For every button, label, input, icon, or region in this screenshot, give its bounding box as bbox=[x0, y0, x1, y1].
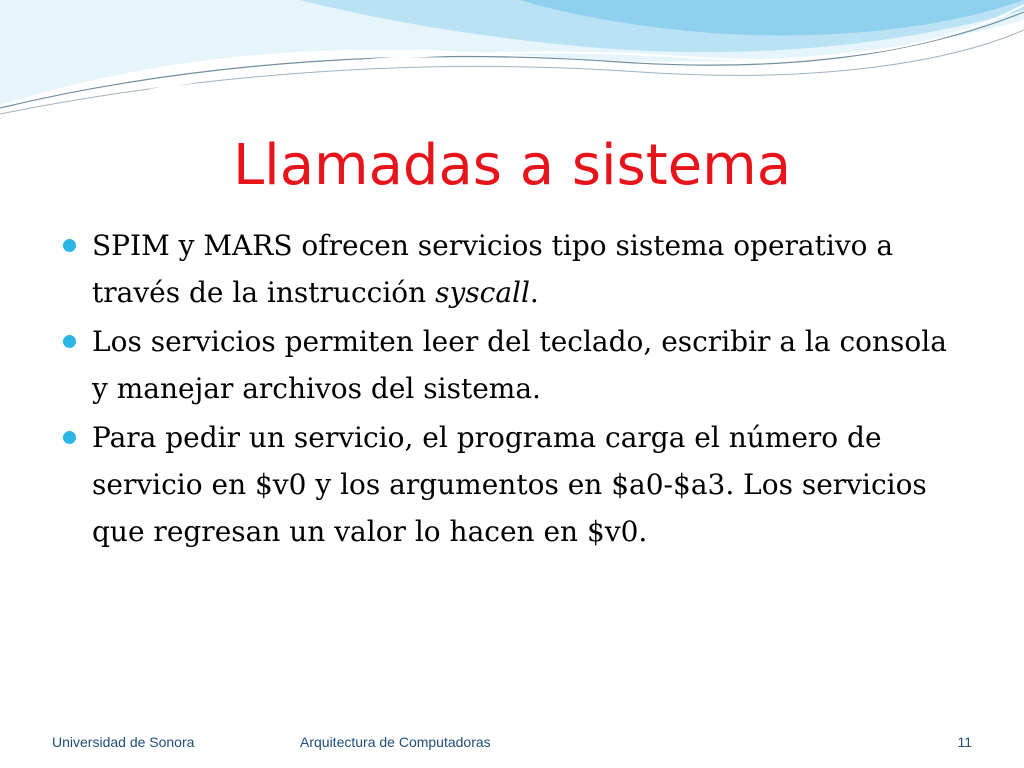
footer-course: Arquitectura de Computadoras bbox=[300, 734, 491, 750]
slide-title: Llamadas a sistema bbox=[232, 133, 792, 198]
bullet-text: Para pedir un servicio, el programa carga el número de servicio en $v0 y los argumentos en $a0-$a3. Los servicios que regresan un valor lo hacen en $v0. bbox=[92, 421, 927, 548]
footer-page-number: 11 bbox=[957, 734, 972, 750]
header-wave-decoration bbox=[0, 0, 1024, 120]
bullet-dot-icon bbox=[63, 239, 76, 252]
bullet-dot-icon bbox=[63, 335, 76, 348]
bullet-text: Los servicios permiten leer del teclado, escribir a la consola y manejar archivos del sistema. bbox=[92, 325, 947, 405]
bullet-text: SPIM y MARS ofrecen servicios tipo sistema operativo a través de la instrucción bbox=[92, 229, 894, 309]
bullet-list bbox=[60, 222, 970, 557]
bullet-text-end: . bbox=[529, 276, 539, 309]
bullet-item bbox=[60, 414, 970, 555]
bullet-item bbox=[60, 222, 970, 316]
bullet-item bbox=[60, 318, 970, 412]
bullet-dot-icon bbox=[63, 431, 76, 444]
bullet-italic-text: syscall bbox=[435, 276, 530, 309]
footer-institution: Universidad de Sonora bbox=[52, 734, 195, 750]
